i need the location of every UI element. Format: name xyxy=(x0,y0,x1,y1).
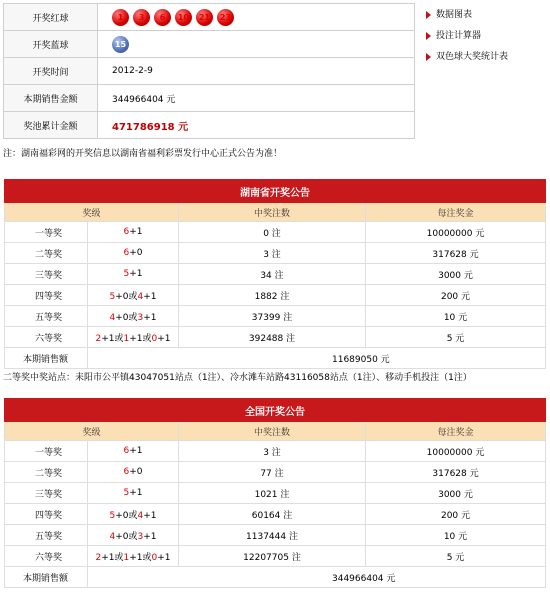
red-ball: 6 xyxy=(154,9,171,26)
win-condition xyxy=(88,504,179,525)
prize-level: 一等奖 xyxy=(5,441,88,462)
triangle-bullet-icon xyxy=(426,53,431,61)
win-condition xyxy=(88,483,179,504)
condition-part: 0 xyxy=(151,333,158,344)
prize-amount: 317628 元 xyxy=(366,243,546,264)
winner-count: 3 注 xyxy=(179,441,366,462)
condition-part: +1 xyxy=(129,227,143,237)
hunan-prize-table xyxy=(4,179,546,369)
draw-info-panel xyxy=(0,0,550,144)
sales-value: 344966404 元 xyxy=(98,85,415,112)
prize-amount: 317628 元 xyxy=(366,462,546,483)
condition-part: +1 xyxy=(129,488,143,498)
condition-part: 2 xyxy=(95,552,102,563)
red-ball: 10 xyxy=(175,9,192,26)
winner-count: 1882 注 xyxy=(179,285,366,306)
prize-level: 二等奖 xyxy=(5,462,88,483)
prize-level: 三等奖 xyxy=(5,483,88,504)
table-row xyxy=(5,285,546,306)
prize-amount: 10000000 元 xyxy=(366,441,546,462)
table-row xyxy=(5,222,546,243)
win-condition xyxy=(88,243,179,264)
condition-part: +0 xyxy=(129,467,143,477)
sales-row xyxy=(4,85,415,112)
table-row xyxy=(5,264,546,285)
header-count: 中奖注数 xyxy=(179,422,366,441)
condition-part: 4 xyxy=(137,510,144,521)
winner-count: 1021 注 xyxy=(179,483,366,504)
winner-count: 77 注 xyxy=(179,462,366,483)
win-condition xyxy=(88,306,179,327)
prize-level: 三等奖 xyxy=(5,264,88,285)
total-value: 344966404 元 xyxy=(88,567,546,588)
header-level: 奖级 xyxy=(5,203,179,222)
condition-part: 4 xyxy=(109,312,116,323)
table-row xyxy=(5,483,546,504)
red-ball: 21 xyxy=(196,9,213,26)
table-row xyxy=(5,525,546,546)
prize-amount: 200 元 xyxy=(366,504,546,525)
winner-count: 37399 注 xyxy=(179,306,366,327)
sales-label: 本期销售金额 xyxy=(4,85,98,112)
total-label: 本期销售额 xyxy=(5,348,88,369)
sites-prefix: 二等奖中奖站点： xyxy=(3,373,76,383)
table-row xyxy=(5,546,546,567)
prize-amount: 10 元 xyxy=(366,525,546,546)
condition-part: +1或 xyxy=(101,333,124,344)
link-big-prize-stats[interactable]: 双色球大奖统计表 xyxy=(426,48,508,69)
prize-amount: 3000 元 xyxy=(366,483,546,504)
win-condition xyxy=(88,546,179,567)
draw-date-row xyxy=(4,58,415,85)
table-header-row xyxy=(5,422,546,441)
prize-amount: 200 元 xyxy=(366,285,546,306)
prize-level: 六等奖 xyxy=(5,546,88,567)
condition-part: +1 xyxy=(129,269,143,279)
condition-part: +0或 xyxy=(115,312,138,323)
condition-part: +0或 xyxy=(115,531,138,542)
table-row xyxy=(5,462,546,483)
blue-ball: 15 xyxy=(112,36,129,53)
win-condition xyxy=(88,525,179,546)
prize-amount: 3000 元 xyxy=(366,264,546,285)
winner-count: 60164 注 xyxy=(179,504,366,525)
condition-part: 1 xyxy=(123,333,130,344)
blue-ball-row xyxy=(4,31,415,58)
red-ball-label: 开奖红球 xyxy=(4,4,98,31)
winner-count: 34 注 xyxy=(179,264,366,285)
second-prize-sites xyxy=(3,370,548,383)
draw-info-table xyxy=(3,3,415,139)
notice-text: 注：湖南福彩网的开奖信息以湖南省福利彩票发行中心正式公告为准！ xyxy=(3,149,283,159)
condition-part: 5 xyxy=(123,269,130,279)
national-prize-table xyxy=(4,398,546,588)
win-condition xyxy=(88,327,179,348)
table-row xyxy=(5,441,546,462)
win-condition xyxy=(88,441,179,462)
red-ball: 3 xyxy=(133,9,150,26)
condition-part: 1 xyxy=(123,552,130,563)
total-value: 11689050 元 xyxy=(88,348,546,369)
winner-count: 392488 注 xyxy=(179,327,366,348)
condition-part: +0或 xyxy=(115,291,138,302)
red-ball-row xyxy=(4,4,415,31)
table-row xyxy=(5,306,546,327)
condition-part: 5 xyxy=(109,291,116,302)
condition-part: 6 xyxy=(123,227,130,237)
link-bet-calculator[interactable]: 投注计算器 xyxy=(426,27,508,48)
prize-level: 二等奖 xyxy=(5,243,88,264)
draw-date-value: 2012-2-9 xyxy=(98,58,415,85)
condition-part: +1 xyxy=(143,312,157,323)
win-condition xyxy=(88,264,179,285)
condition-part: 6 xyxy=(123,248,130,258)
draw-date-label: 开奖时间 xyxy=(4,58,98,85)
condition-part: +1 xyxy=(157,552,171,563)
triangle-bullet-icon xyxy=(426,32,431,40)
prize-amount: 10 元 xyxy=(366,306,546,327)
table-row xyxy=(5,327,546,348)
header-prize: 每注奖金 xyxy=(366,203,546,222)
condition-part: 3 xyxy=(137,312,144,323)
header-level: 奖级 xyxy=(5,422,179,441)
header-prize: 每注奖金 xyxy=(366,422,546,441)
condition-part: 5 xyxy=(123,488,130,498)
table-row xyxy=(5,243,546,264)
condition-part: 2 xyxy=(95,333,102,344)
condition-part: +0 xyxy=(129,248,143,258)
win-condition xyxy=(88,285,179,306)
condition-part: 4 xyxy=(109,531,116,542)
condition-part: +1或 xyxy=(129,552,152,563)
pool-row xyxy=(4,112,415,139)
win-condition xyxy=(88,462,179,483)
red-balls xyxy=(98,4,415,31)
condition-part: 6 xyxy=(123,446,130,456)
hunan-table-title: 湖南省开奖公告 xyxy=(5,180,546,203)
link-data-chart[interactable]: 数据图表 xyxy=(426,6,508,27)
table-header-row xyxy=(5,203,546,222)
side-links xyxy=(426,6,508,69)
prize-amount: 10000000 元 xyxy=(366,222,546,243)
prize-amount: 5 元 xyxy=(366,327,546,348)
red-ball: 23 xyxy=(217,9,234,26)
sites-text: 耒阳市公平镇43047051站点（1注）、冷水滩车站路43116058站点（1注）、移动手机投注（1注） xyxy=(75,373,472,383)
total-label: 本期销售额 xyxy=(5,567,88,588)
winner-count: 1137444 注 xyxy=(179,525,366,546)
winner-count: 3 注 xyxy=(179,243,366,264)
pool-value: 471786918 元 xyxy=(112,121,189,133)
prize-level: 一等奖 xyxy=(5,222,88,243)
win-condition xyxy=(88,222,179,243)
prize-level: 五等奖 xyxy=(5,525,88,546)
prize-level: 五等奖 xyxy=(5,306,88,327)
pool-label: 奖池累计金额 xyxy=(4,112,98,139)
condition-part: 4 xyxy=(137,291,144,302)
total-row xyxy=(5,567,546,588)
condition-part: +1 xyxy=(129,446,143,456)
prize-level: 六等奖 xyxy=(5,327,88,348)
condition-part: 3 xyxy=(137,531,144,542)
condition-part: 0 xyxy=(151,552,158,563)
header-count: 中奖注数 xyxy=(179,203,366,222)
triangle-bullet-icon xyxy=(426,11,431,19)
national-table-title: 全国开奖公告 xyxy=(5,399,546,422)
red-ball: 1 xyxy=(112,9,129,26)
condition-part: 5 xyxy=(109,510,116,521)
condition-part: +1 xyxy=(143,531,157,542)
condition-part: +1 xyxy=(143,510,157,521)
prize-level: 四等奖 xyxy=(5,504,88,525)
table-row xyxy=(5,504,546,525)
condition-part: +1或 xyxy=(101,552,124,563)
condition-part: 6 xyxy=(123,467,130,477)
prize-level: 四等奖 xyxy=(5,285,88,306)
condition-part: +1 xyxy=(157,333,171,344)
winner-count: 0 注 xyxy=(179,222,366,243)
blue-ball-label: 开奖蓝球 xyxy=(4,31,98,58)
condition-part: +1或 xyxy=(129,333,152,344)
condition-part: +0或 xyxy=(115,510,138,521)
winner-count: 12207705 注 xyxy=(179,546,366,567)
total-row xyxy=(5,348,546,369)
condition-part: +1 xyxy=(143,291,157,302)
prize-amount: 5 元 xyxy=(366,546,546,567)
